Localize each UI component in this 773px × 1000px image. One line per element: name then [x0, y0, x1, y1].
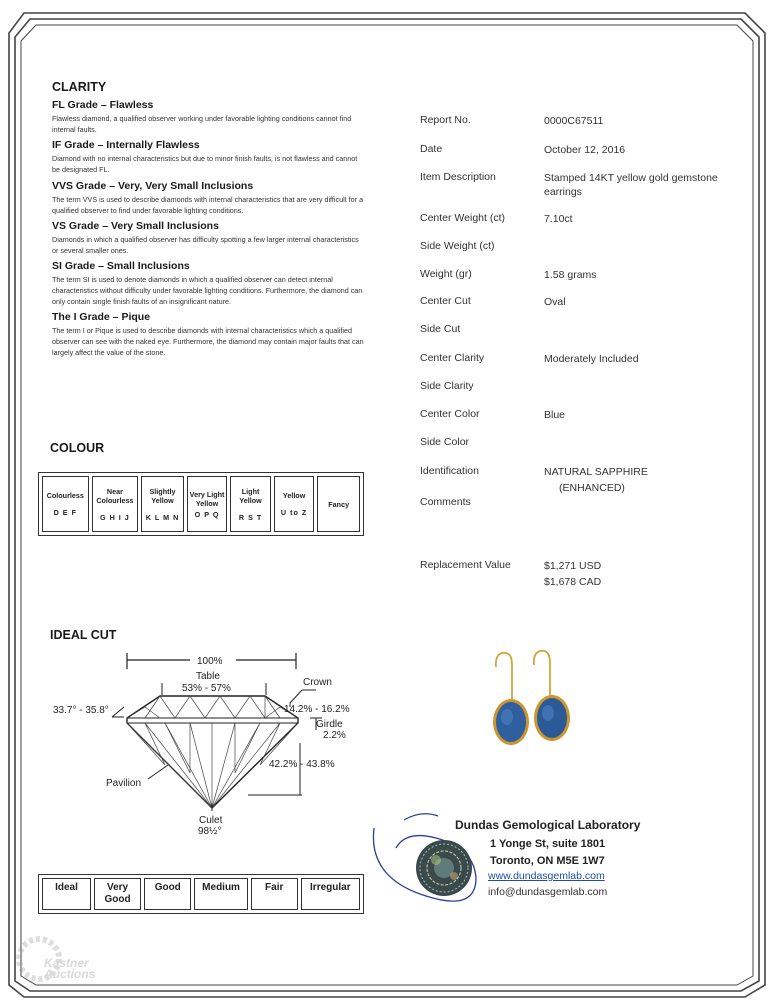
- colour-cell: [42, 476, 89, 532]
- cut-grade-cell: Irregular: [301, 878, 360, 910]
- colour-grade: D E F: [53, 508, 77, 517]
- clarity-grade: [52, 139, 364, 175]
- colour-name: Fancy: [328, 499, 350, 509]
- pavilion-label: Pavilion: [106, 778, 142, 789]
- colour-name: Light Yellow: [239, 486, 262, 505]
- crown-height-label: 14.2% - 16.2%: [284, 704, 350, 715]
- earring-hook-right: [534, 651, 550, 703]
- colour-cell: [92, 476, 139, 532]
- colour-grade: G H I J: [100, 512, 130, 522]
- report-label: Report No.: [420, 114, 471, 126]
- grade-text: The term I or Pique is used to describe diamonds with internal characteristics which a qualified observer can see with the naked eye. Furthermore, the diamond may contain major faults that can largely affect the value of the stone.: [52, 326, 364, 357]
- table-label: Table: [196, 671, 220, 682]
- grade-title: FL Grade – Flawless: [52, 99, 154, 111]
- colour-cell: [230, 476, 271, 532]
- colour-grade: R S T: [238, 512, 263, 522]
- report-label: Side Cut: [420, 323, 461, 335]
- replacement-usd: $1,271 USD: [544, 560, 602, 572]
- clarity-grade: [52, 311, 364, 358]
- grade-title: IF Grade – Internally Flawless: [52, 139, 200, 151]
- width-label: 100%: [197, 656, 223, 667]
- colour-cell: [317, 476, 360, 532]
- earring-hook-left: [496, 653, 512, 707]
- report-label: Side Color: [420, 436, 470, 448]
- lab-address-line2: Toronto, ON M5E 1W7: [490, 855, 605, 867]
- report-label: Identification: [420, 465, 479, 477]
- colour-name: Near Colourless: [96, 486, 134, 505]
- colour-name: Very Light Yellow: [189, 489, 225, 508]
- report-value: Moderately Included: [544, 353, 639, 365]
- clarity-grade: [52, 220, 364, 256]
- grade-title: VVS Grade – Very, Very Small Inclusions: [52, 180, 254, 192]
- replacement-label: Replacement Value: [420, 559, 511, 571]
- grade-text: Diamond with no internal characteristics but due to minor finish faults, is not flawless and cannot be designated FL.: [52, 154, 358, 174]
- colour-grade: O P Q: [194, 509, 220, 519]
- diamond-proportion-diagram: [40, 645, 370, 835]
- cut-grade-cell: Good: [144, 878, 191, 910]
- colour-grade: K L M N: [145, 512, 180, 522]
- colour-grade: U to Z: [280, 508, 308, 517]
- grade-title: SI Grade – Small Inclusions: [52, 260, 190, 272]
- report-value: 7.10ct: [544, 213, 573, 225]
- colour-cell: [274, 476, 315, 532]
- colour-cell: [187, 476, 228, 532]
- table-range-label: 53% - 57%: [182, 683, 231, 694]
- grade-title: VS Grade – Very Small Inclusions: [52, 220, 219, 232]
- colour-name: Yellow: [282, 491, 306, 500]
- clarity-heading: CLARITY: [52, 80, 107, 94]
- colour-scale-table: [38, 472, 364, 536]
- report-label: Center Cut: [420, 295, 471, 307]
- lab-website-link[interactable]: www.dundasgemlab.com: [488, 870, 605, 882]
- crown-angle-label: 33.7° - 35.8°: [53, 705, 109, 716]
- report-label: Comments: [420, 496, 471, 508]
- watermark-line2: Auctions: [44, 967, 96, 981]
- report-label: Center Weight (ct): [420, 212, 505, 224]
- lab-name: Dundas Gemological Laboratory: [455, 818, 641, 832]
- grade-text: The term SI is used to denote diamonds in which a qualified observer can detect internal characteristics without difficulty under favorable lighting conditions. Furthermore, the diamond can only contain single finish faults of an insignificant nature.: [52, 275, 363, 306]
- report-label: Side Clarity: [420, 380, 474, 392]
- cut-grade-cell: Ideal: [42, 878, 91, 910]
- replacement-cad: $1,678 CAD: [544, 576, 602, 588]
- clarity-grade: [52, 99, 364, 135]
- culet-label: Culet: [199, 815, 223, 826]
- watermark-line1: Kastner: [44, 956, 89, 970]
- lab-address-line1: 1 Yonge St, suite 1801: [490, 838, 606, 850]
- report-label: Center Color: [420, 408, 480, 420]
- report-value: October 12, 2016: [544, 144, 626, 156]
- cut-grade-cell: Medium: [194, 878, 247, 910]
- report-label: Date: [420, 143, 443, 155]
- report-value: Oval: [544, 296, 566, 308]
- colour-heading: COLOUR: [50, 441, 105, 455]
- cut-grade-table: [38, 874, 364, 914]
- colour-cell: [141, 476, 184, 532]
- earrings-photo: [480, 645, 590, 765]
- ideal-cut-heading: IDEAL CUT: [50, 628, 117, 642]
- report-value: 0000C67511: [544, 115, 604, 127]
- grade-text: Diamonds in which a qualified observer has difficulty spotting a few larger internal characteristics or several smaller ones.: [52, 235, 359, 255]
- pavilion-depth-label: 42.2% - 43.8%: [269, 759, 335, 770]
- report-label: Side Weight (ct): [420, 240, 495, 252]
- report-value: Stamped 14KT yellow gold gemstone earrings: [544, 172, 718, 198]
- report-value: 1.58 grams: [544, 269, 597, 281]
- grade-text: The term VVS is used to describe diamonds with internal characteristics that are very difficult for a qualified observer to find under favorable lighting conditions.: [52, 195, 364, 215]
- report-label: Item Description: [420, 171, 496, 183]
- cut-grade-cell: Fair: [251, 878, 298, 910]
- report-value-secondary: (ENHANCED): [559, 482, 625, 494]
- clarity-grade: [52, 180, 364, 216]
- auction-watermark: [14, 928, 124, 988]
- culet-pct-label: 98½°: [198, 826, 222, 835]
- girdle-label: Girdle: [316, 719, 343, 730]
- report-value: Blue: [544, 409, 566, 421]
- lab-email: info@dundasgemlab.com: [488, 886, 608, 898]
- colour-name: Slightly Yellow: [149, 486, 176, 505]
- grade-title: The I Grade – Pique: [52, 311, 151, 323]
- report-label: Center Clarity: [420, 352, 485, 364]
- colour-name: Colourless: [46, 491, 84, 500]
- girdle-pct-label: 2.2%: [323, 730, 346, 741]
- report-label: Weight (gr): [420, 268, 472, 280]
- report-value: NATURAL SAPPHIRE: [544, 466, 648, 478]
- grade-text: Flawless diamond, a qualified observer working under favorable lighting conditions cannot find internal faults.: [52, 114, 352, 134]
- crown-label: Crown: [303, 677, 332, 688]
- clarity-grade: [52, 260, 364, 307]
- cut-grade-cell: Very Good: [94, 878, 141, 910]
